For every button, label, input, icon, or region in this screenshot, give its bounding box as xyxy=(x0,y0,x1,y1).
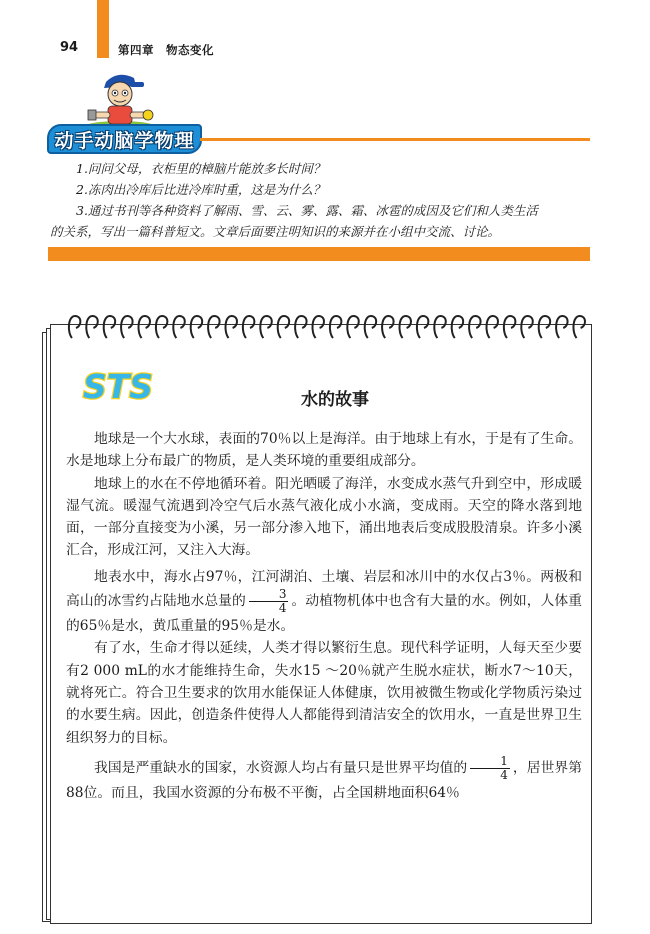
story-title: 水的故事 xyxy=(301,390,369,410)
fraction-three-quarters xyxy=(249,588,289,615)
binding-ring xyxy=(539,316,551,338)
task-item-1: 1.问问父母，衣柜里的樟脑片能放多长时间？ xyxy=(76,161,326,176)
binding-ring xyxy=(225,316,237,338)
binding-ring xyxy=(399,316,411,338)
section-banner-label: 动手动脑学物理 xyxy=(54,129,195,152)
binding-ring xyxy=(156,316,168,338)
paragraph-2: 地球上的水在不停地循环着。阳光晒暖了海洋，水变成水蒸气升到空中，形成暖湿气流。暖湿气流遇到冷空气后水蒸气液化成小水滴，变成雨。天空的降水落到地面，一部分直接变为小溪，另一部分渗入地下，涌出地表后变成股股清泉。许多小溪汇合，形成江河，又注入大海。 xyxy=(66,475,582,559)
paragraph-1: 地球是一个大水球，表面的70％以上是海洋。由于地球上有水，于是有了生命。水是地球上分布最广的物质，是人类环境的重要组成部分。 xyxy=(66,431,582,470)
fraction-one-quarter xyxy=(470,755,510,782)
binding-ring xyxy=(191,316,203,338)
binding-ring xyxy=(121,316,133,338)
binding-ring xyxy=(486,316,498,338)
binding-ring xyxy=(208,316,220,338)
paragraph-5-text-a: 我国是严重缺水的国家，水资源人均占有量只是世界平均值的 xyxy=(94,759,468,776)
binding-ring xyxy=(104,316,116,338)
binding-ring xyxy=(86,316,98,338)
binding-ring xyxy=(347,316,359,338)
task-item-2: 2.冻肉出冷库后比进冷库时重，这是为什么？ xyxy=(76,182,326,197)
page-number: 94 xyxy=(60,40,79,55)
paragraph-4: 有了水，生命才得以延续，人类才得以繁衍生息。现代科学证明，人每天至少要有2 000 mL的水才能维持生命，失水15 ～20％就产生脱水症状，断水7～10天，就将死亡。符合卫生要求的饮用水能保证人体健康，饮用被微生物或化学物质污染过的水要生病。因此，创造条件使得人人都能得到清洁安全的饮用水，一直是世界卫生组织努力的目标。 xyxy=(66,640,582,746)
spiral-binding-rings xyxy=(66,312,586,346)
binding-ring xyxy=(312,316,324,338)
fraction-numerator: 3 xyxy=(249,588,289,602)
binding-ring xyxy=(521,316,533,338)
chapter-title: 第四章 物态变化 xyxy=(118,43,214,57)
task-item-3: 3.通过书刊等各种资料了解雨、雪、云、雾、露、霜、冰雹的成因及它们和人类生活 xyxy=(76,203,538,218)
binding-ring xyxy=(278,316,290,338)
fraction-denominator: 4 xyxy=(278,601,287,616)
fraction-numerator: 1 xyxy=(470,755,510,769)
paragraph-5 xyxy=(66,755,582,804)
binding-ring xyxy=(504,316,516,338)
paragraph-3-text-b: 。动植物机体中也含有大量的水。例如，人体重的65％是水，黄瓜重量的95％是水。 xyxy=(66,593,582,635)
paragraph-5-text-b: ，居世界第88位。而且，我国水资源的分布极不平衡，占全国耕地面积64％ xyxy=(66,759,583,801)
binding-ring xyxy=(69,316,81,338)
binding-ring xyxy=(260,316,272,338)
paragraph-3 xyxy=(66,566,582,638)
section-divider-bar xyxy=(48,247,590,261)
svg-text:STS: STS xyxy=(82,367,154,406)
binding-ring xyxy=(452,316,464,338)
section-banner xyxy=(47,124,202,154)
task-list xyxy=(50,158,590,242)
binding-ring xyxy=(243,316,255,338)
binding-ring xyxy=(469,316,481,338)
task-item-3-continued: 的关系，写出一篇科普短文。文章后面要注明知识的来源并在小组中交流、讨论。 xyxy=(50,224,501,239)
banner-rule-line xyxy=(200,138,590,141)
binding-ring xyxy=(138,316,150,338)
binding-ring xyxy=(417,316,429,338)
binding-ring xyxy=(556,316,568,338)
binding-ring xyxy=(295,316,307,338)
binding-ring xyxy=(173,316,185,338)
paragraph-3-text-a: 地表水中，海水占97％，江河湖泊、土壤、岩层和冰川中的水仅占3％。两极和高山的冰雪约占陆地水总量的 xyxy=(66,568,582,610)
binding-ring xyxy=(573,316,585,338)
binding-ring xyxy=(434,316,446,338)
binding-ring xyxy=(330,316,342,338)
fraction-denominator: 4 xyxy=(500,767,508,782)
story-body xyxy=(66,428,582,804)
binding-ring xyxy=(365,316,377,338)
orange-header-tab xyxy=(97,0,109,58)
binding-ring xyxy=(382,316,394,338)
